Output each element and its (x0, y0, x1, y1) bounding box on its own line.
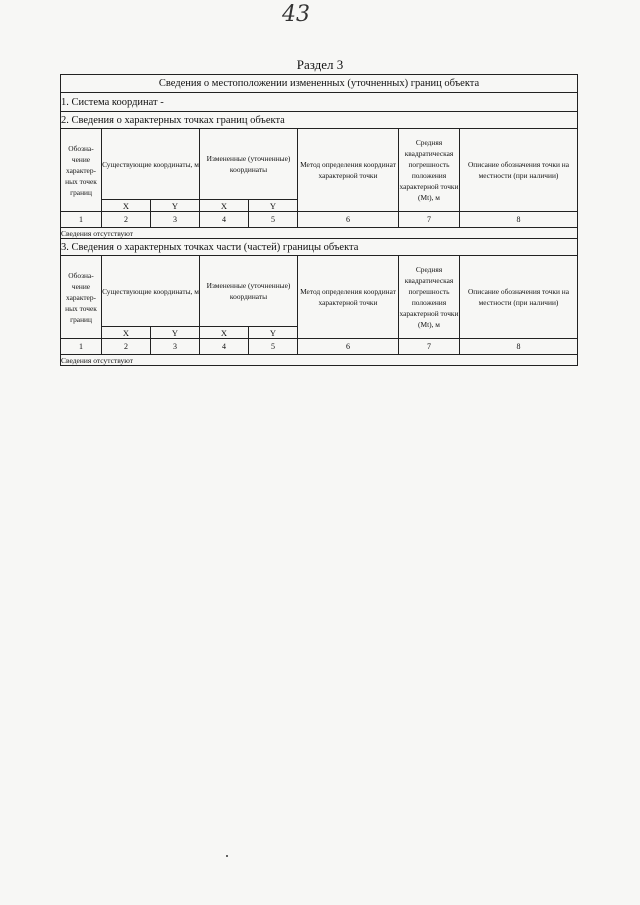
header-description: Описание обозначения точки на местности (при наличии) (460, 129, 578, 212)
header-changed-coordinates: Измененные (уточненные) координаты (200, 129, 298, 200)
column-number: 8 (460, 339, 578, 355)
no-data-note: Сведения отсутствуют (61, 355, 578, 366)
header-method: Метод определения координат характерной точки (298, 129, 399, 212)
coordinate-system: 1. Система координат - (61, 93, 578, 112)
scan-speck (226, 855, 228, 857)
header-y: Y (151, 327, 200, 339)
header-point-designation: Обозна-чение характер-ных точек границ (61, 129, 102, 212)
column-number: 1 (61, 339, 102, 355)
header-error: Средняя квадратическая погрешность положения характерной точки (Mt), м (399, 129, 460, 212)
column-number: 2 (102, 212, 151, 228)
column-number: 4 (200, 212, 249, 228)
header-x: X (102, 200, 151, 212)
header-method: Метод определения координат характерной точки (298, 256, 399, 339)
block1-title: 2. Сведения о характерных точках границ объекта (61, 112, 578, 129)
header-y: Y (151, 200, 200, 212)
header-existing-coordinates: Существующие координаты, м (102, 129, 200, 200)
column-number: 2 (102, 339, 151, 355)
header-x: X (200, 200, 249, 212)
header-existing-coordinates: Существующие координаты, м (102, 256, 200, 327)
header-x: X (102, 327, 151, 339)
column-number: 5 (249, 212, 298, 228)
column-number: 8 (460, 212, 578, 228)
column-number: 7 (399, 339, 460, 355)
header-y: Y (249, 327, 298, 339)
column-number: 4 (200, 339, 249, 355)
column-number: 3 (151, 339, 200, 355)
table-caption: Сведения о местоположении измененных (уточненных) границ объекта (61, 75, 578, 93)
section-title: Раздел 3 (296, 57, 344, 72)
column-number: 5 (249, 339, 298, 355)
header-y: Y (249, 200, 298, 212)
column-number: 6 (298, 212, 399, 228)
header-point-designation: Обозна-чение характер-ных точек границ (61, 256, 102, 339)
column-number: 1 (61, 212, 102, 228)
column-number: 7 (399, 212, 460, 228)
header-description: Описание обозначения точки на местности (при наличии) (460, 256, 578, 339)
column-number: 6 (298, 339, 399, 355)
header-error: Средняя квадратическая погрешность положения характерной точки (Mt), м (399, 256, 460, 339)
block2-title: 3. Сведения о характерных точках части (частей) границы объекта (61, 239, 578, 256)
boundary-table (60, 74, 578, 366)
column-number: 3 (151, 212, 200, 228)
header-x: X (200, 327, 249, 339)
handwritten-page-number: 43 (282, 2, 310, 27)
header-changed-coordinates: Измененные (уточненные) координаты (200, 256, 298, 327)
no-data-note: Сведения отсутствуют (61, 228, 578, 239)
